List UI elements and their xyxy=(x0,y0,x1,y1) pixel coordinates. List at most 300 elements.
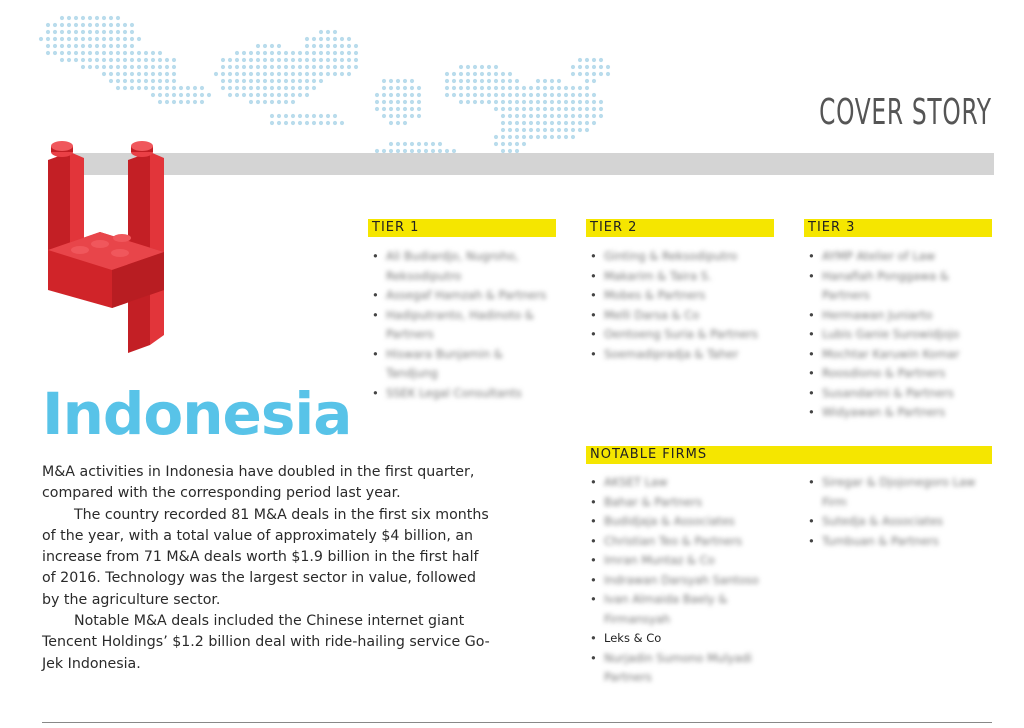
map-dot xyxy=(480,65,484,69)
map-dot xyxy=(571,128,575,132)
map-dot xyxy=(564,93,568,97)
map-dot xyxy=(515,135,519,139)
map-dot xyxy=(235,65,239,69)
map-dot xyxy=(375,100,379,104)
map-dot xyxy=(347,37,351,41)
map-dot xyxy=(522,100,526,104)
map-dot xyxy=(501,79,505,83)
map-dot xyxy=(571,72,575,76)
firm-name: Widyawan & Partners xyxy=(822,405,946,419)
map-dot xyxy=(235,86,239,90)
map-dot xyxy=(102,30,106,34)
tier1-header: TIER 1 xyxy=(368,219,556,237)
map-dot xyxy=(382,114,386,118)
firm-name: SSEK Legal Consultants xyxy=(386,385,522,400)
map-dot xyxy=(585,114,589,118)
map-dot xyxy=(529,100,533,104)
map-dot xyxy=(319,72,323,76)
map-dot xyxy=(221,65,225,69)
map-dot xyxy=(60,37,64,41)
map-dot xyxy=(74,51,78,55)
firm-name: Susandarini & Partners xyxy=(822,385,954,400)
map-dot xyxy=(151,58,155,62)
map-dot xyxy=(347,51,351,55)
map-dot xyxy=(389,142,393,146)
map-dot xyxy=(501,86,505,90)
map-dot xyxy=(270,79,274,83)
map-dot xyxy=(487,86,491,90)
map-dot xyxy=(235,72,239,76)
map-dot xyxy=(354,44,358,48)
map-dot xyxy=(60,58,64,62)
map-dot xyxy=(256,44,260,48)
map-dot xyxy=(165,100,169,104)
map-dot xyxy=(116,65,120,69)
map-dot xyxy=(74,37,78,41)
map-dot xyxy=(508,79,512,83)
map-dot xyxy=(116,79,120,83)
map-dot xyxy=(277,114,281,118)
map-dot xyxy=(508,72,512,76)
firm-list-item xyxy=(808,403,988,423)
map-dot xyxy=(305,86,309,90)
map-dot xyxy=(291,100,295,104)
map-dot xyxy=(459,86,463,90)
map-dot xyxy=(319,121,323,125)
map-dot xyxy=(347,44,351,48)
map-dot xyxy=(151,79,155,83)
map-dot xyxy=(480,79,484,83)
map-dot xyxy=(200,93,204,97)
map-dot xyxy=(578,65,582,69)
map-dot xyxy=(123,44,127,48)
firm-list-item xyxy=(590,571,770,591)
map-dot xyxy=(389,86,393,90)
map-dot xyxy=(466,100,470,104)
map-dot xyxy=(109,72,113,76)
map-dot xyxy=(74,58,78,62)
map-dot xyxy=(116,16,120,20)
firm-list-item xyxy=(590,551,770,571)
map-dot xyxy=(165,65,169,69)
map-dot xyxy=(529,135,533,139)
map-dot xyxy=(179,86,183,90)
map-dot xyxy=(543,86,547,90)
map-dot xyxy=(123,30,127,34)
map-dot xyxy=(529,114,533,118)
map-dot xyxy=(396,79,400,83)
map-dot xyxy=(242,58,246,62)
firm-list-item xyxy=(808,247,988,267)
map-dot xyxy=(508,86,512,90)
map-dot xyxy=(417,86,421,90)
map-dot xyxy=(88,30,92,34)
map-dot xyxy=(515,121,519,125)
map-dot xyxy=(60,51,64,55)
map-dot xyxy=(438,142,442,146)
map-dot xyxy=(130,37,134,41)
map-dot xyxy=(235,51,239,55)
map-dot xyxy=(585,58,589,62)
firm-list-item xyxy=(590,649,770,688)
map-dot xyxy=(95,37,99,41)
map-dot xyxy=(319,58,323,62)
map-dot xyxy=(67,44,71,48)
map-dot xyxy=(88,51,92,55)
firm-name: Hanafiah Ponggawa & Partners xyxy=(822,268,949,302)
map-dot xyxy=(389,79,393,83)
map-dot xyxy=(466,79,470,83)
map-dot xyxy=(291,114,295,118)
map-dot xyxy=(95,16,99,20)
map-dot xyxy=(200,100,204,104)
map-dot xyxy=(193,86,197,90)
map-dot xyxy=(578,58,582,62)
map-dot xyxy=(487,65,491,69)
map-dot xyxy=(480,100,484,104)
map-dot xyxy=(298,58,302,62)
map-dot xyxy=(599,100,603,104)
map-dot xyxy=(284,100,288,104)
lego-number-icon xyxy=(40,140,170,355)
map-dot xyxy=(116,44,120,48)
firm-name: Melli Darsa & Co xyxy=(604,307,700,322)
map-dot xyxy=(585,128,589,132)
map-dot xyxy=(333,30,337,34)
map-dot xyxy=(263,58,267,62)
map-dot xyxy=(221,72,225,76)
firm-list-item xyxy=(590,532,770,552)
map-dot xyxy=(466,86,470,90)
map-dot xyxy=(312,51,316,55)
map-dot xyxy=(123,51,127,55)
map-dot xyxy=(284,86,288,90)
map-dot xyxy=(459,93,463,97)
firm-name: Bahar & Partners xyxy=(604,494,703,509)
map-dot xyxy=(123,79,127,83)
map-dot xyxy=(95,58,99,62)
map-dot xyxy=(109,16,113,20)
map-dot xyxy=(130,58,134,62)
map-dot xyxy=(340,51,344,55)
map-dot xyxy=(501,114,505,118)
map-dot xyxy=(501,142,505,146)
map-dot xyxy=(543,107,547,111)
map-dot xyxy=(312,72,316,76)
map-dot xyxy=(389,121,393,125)
map-dot xyxy=(396,121,400,125)
map-dot xyxy=(326,65,330,69)
map-dot xyxy=(305,65,309,69)
map-dot xyxy=(298,114,302,118)
map-dot xyxy=(410,107,414,111)
map-dot xyxy=(340,44,344,48)
map-dot xyxy=(599,107,603,111)
map-dot xyxy=(473,79,477,83)
map-dot xyxy=(305,51,309,55)
map-dot xyxy=(291,79,295,83)
map-dot xyxy=(508,135,512,139)
map-dot xyxy=(557,93,561,97)
map-dot xyxy=(109,79,113,83)
map-dot xyxy=(137,86,141,90)
map-dot xyxy=(249,58,253,62)
map-dot xyxy=(599,72,603,76)
firm-name: Soemadipradja & Taher xyxy=(604,346,739,361)
map-dot xyxy=(130,30,134,34)
map-dot xyxy=(536,121,540,125)
firm-name: AKSET Law xyxy=(604,475,668,489)
map-dot xyxy=(347,65,351,69)
map-dot xyxy=(522,107,526,111)
map-dot xyxy=(522,142,526,146)
map-dot xyxy=(417,93,421,97)
map-dot xyxy=(571,107,575,111)
map-dot xyxy=(158,65,162,69)
map-dot xyxy=(501,72,505,76)
map-dot xyxy=(74,30,78,34)
map-dot xyxy=(585,65,589,69)
firm-name: Assegaf Hamzah & Partners xyxy=(386,288,547,302)
firm-name: Sutedja & Associates xyxy=(822,514,944,528)
map-dot xyxy=(529,93,533,97)
firm-name: Hadiputranto, Hadinoto & Partners xyxy=(386,307,534,341)
map-dot xyxy=(172,86,176,90)
map-dot xyxy=(522,135,526,139)
firm-list-item xyxy=(372,306,552,345)
firm-list-item xyxy=(808,384,988,404)
map-dot xyxy=(305,121,309,125)
map-dot xyxy=(480,86,484,90)
map-dot xyxy=(494,100,498,104)
map-dot xyxy=(144,65,148,69)
map-dot xyxy=(39,37,43,41)
map-dot xyxy=(417,142,421,146)
map-dot xyxy=(284,58,288,62)
firm-name: AYMP Atelier of Law xyxy=(822,249,936,263)
map-dot xyxy=(284,51,288,55)
firm-list-item xyxy=(808,473,988,512)
map-dot xyxy=(501,128,505,132)
map-dot xyxy=(137,72,141,76)
map-dot xyxy=(445,79,449,83)
map-dot xyxy=(326,51,330,55)
map-dot xyxy=(144,86,148,90)
firm-list-item xyxy=(590,629,770,649)
paragraph-3: Notable M&A deals included the Chinese internet giant Tencent Holdings’ $1.2 billion deal with ride-hailing service Go-Jek Indonesia. xyxy=(42,613,490,672)
map-dot xyxy=(480,72,484,76)
map-dot xyxy=(74,44,78,48)
map-dot xyxy=(529,128,533,132)
map-dot xyxy=(515,114,519,118)
map-dot xyxy=(270,51,274,55)
map-dot xyxy=(424,142,428,146)
firm-name: Christian Teo & Partners xyxy=(604,533,743,548)
map-dot xyxy=(417,114,421,118)
map-dot xyxy=(445,86,449,90)
map-dot xyxy=(81,23,85,27)
map-dot xyxy=(354,65,358,69)
map-dot xyxy=(417,100,421,104)
map-dot xyxy=(305,58,309,62)
map-dot xyxy=(459,79,463,83)
map-dot xyxy=(571,135,575,139)
firm-name: Roosdiono & Partners xyxy=(822,366,946,380)
map-dot xyxy=(249,51,253,55)
map-dot xyxy=(263,79,267,83)
map-dot xyxy=(501,107,505,111)
map-dot xyxy=(564,100,568,104)
map-dot xyxy=(431,142,435,146)
map-dot xyxy=(319,114,323,118)
firm-name: Hiswara Bunjamin & Tandjung xyxy=(386,346,503,380)
map-dot xyxy=(501,100,505,104)
firm-list-item xyxy=(590,473,770,493)
map-dot xyxy=(270,93,274,97)
map-dot xyxy=(130,86,134,90)
map-dot xyxy=(536,79,540,83)
map-dot xyxy=(81,51,85,55)
map-dot xyxy=(123,37,127,41)
map-dot xyxy=(305,93,309,97)
map-dot xyxy=(487,100,491,104)
map-dot xyxy=(571,65,575,69)
firm-list-item xyxy=(808,364,988,384)
map-dot xyxy=(67,30,71,34)
map-dot xyxy=(144,58,148,62)
map-dot xyxy=(263,86,267,90)
map-dot xyxy=(298,93,302,97)
map-dot xyxy=(333,37,337,41)
map-dot xyxy=(543,93,547,97)
header-rule xyxy=(62,153,994,175)
map-dot xyxy=(277,86,281,90)
firm-name: Imran Muntaz & Co xyxy=(604,553,715,567)
map-dot xyxy=(550,107,554,111)
map-dot xyxy=(487,72,491,76)
map-dot xyxy=(151,93,155,97)
map-dot xyxy=(270,114,274,118)
map-dot xyxy=(256,79,260,83)
map-dot xyxy=(179,100,183,104)
map-dot xyxy=(396,100,400,104)
map-dot xyxy=(256,58,260,62)
map-dot xyxy=(459,65,463,69)
map-dot xyxy=(249,93,253,97)
map-dot xyxy=(270,58,274,62)
map-dot xyxy=(88,23,92,27)
map-dot xyxy=(550,93,554,97)
map-dot xyxy=(109,30,113,34)
map-dot xyxy=(494,135,498,139)
firm-name: Mobes & Partners xyxy=(604,288,706,302)
map-dot xyxy=(263,93,267,97)
map-dot xyxy=(522,86,526,90)
map-dot xyxy=(263,44,267,48)
paragraph-1: M&A activities in Indonesia have doubled in the first quarter, compared with the corresponding period last year. xyxy=(42,464,475,502)
map-dot xyxy=(284,114,288,118)
map-dot xyxy=(599,65,603,69)
map-dot xyxy=(298,86,302,90)
map-dot xyxy=(221,79,225,83)
map-dot xyxy=(319,51,323,55)
map-dot xyxy=(494,72,498,76)
map-dot xyxy=(312,86,316,90)
map-dot xyxy=(263,65,267,69)
map-dot xyxy=(67,51,71,55)
map-dot xyxy=(95,30,99,34)
map-dot xyxy=(466,72,470,76)
map-dot xyxy=(291,65,295,69)
map-dot xyxy=(277,100,281,104)
firm-name: Hermawan Juniarto xyxy=(822,307,933,322)
map-dot xyxy=(60,44,64,48)
map-dot xyxy=(522,114,526,118)
map-dot xyxy=(277,51,281,55)
map-dot xyxy=(88,65,92,69)
map-dot xyxy=(452,72,456,76)
map-dot xyxy=(298,121,302,125)
map-dot xyxy=(585,121,589,125)
map-dot xyxy=(172,58,176,62)
map-dot xyxy=(564,114,568,118)
firm-list-item xyxy=(372,384,552,404)
map-dot xyxy=(459,100,463,104)
map-dot xyxy=(375,107,379,111)
map-dot xyxy=(151,65,155,69)
map-dot xyxy=(109,44,113,48)
firm-list-item xyxy=(590,493,770,513)
map-dot xyxy=(53,23,57,27)
map-dot xyxy=(256,72,260,76)
map-dot xyxy=(88,44,92,48)
map-dot xyxy=(529,121,533,125)
map-dot xyxy=(109,23,113,27)
firm-list-item xyxy=(590,512,770,532)
map-dot xyxy=(263,72,267,76)
firm-list-item xyxy=(590,325,770,345)
map-dot xyxy=(333,58,337,62)
firm-name: Lubis Ganie Surowidjojo xyxy=(822,327,960,341)
map-dot xyxy=(578,72,582,76)
map-dot xyxy=(557,114,561,118)
firm-name: Ginting & Reksodiputro xyxy=(604,249,738,263)
map-dot xyxy=(123,86,127,90)
map-dot xyxy=(585,100,589,104)
map-dot xyxy=(228,93,232,97)
map-dot xyxy=(557,128,561,132)
map-dot xyxy=(529,86,533,90)
map-dot xyxy=(46,23,50,27)
map-dot xyxy=(536,86,540,90)
map-dot xyxy=(326,44,330,48)
map-dot xyxy=(557,135,561,139)
notable-firms-list-left xyxy=(590,473,770,688)
map-dot xyxy=(494,86,498,90)
map-dot xyxy=(291,72,295,76)
map-dot xyxy=(592,79,596,83)
map-dot xyxy=(88,58,92,62)
map-dot xyxy=(508,107,512,111)
map-dot xyxy=(284,65,288,69)
map-dot xyxy=(354,51,358,55)
firm-list-item xyxy=(808,306,988,326)
map-dot xyxy=(536,135,540,139)
map-dot xyxy=(186,93,190,97)
map-dot xyxy=(571,86,575,90)
map-dot xyxy=(277,72,281,76)
map-dot xyxy=(249,86,253,90)
